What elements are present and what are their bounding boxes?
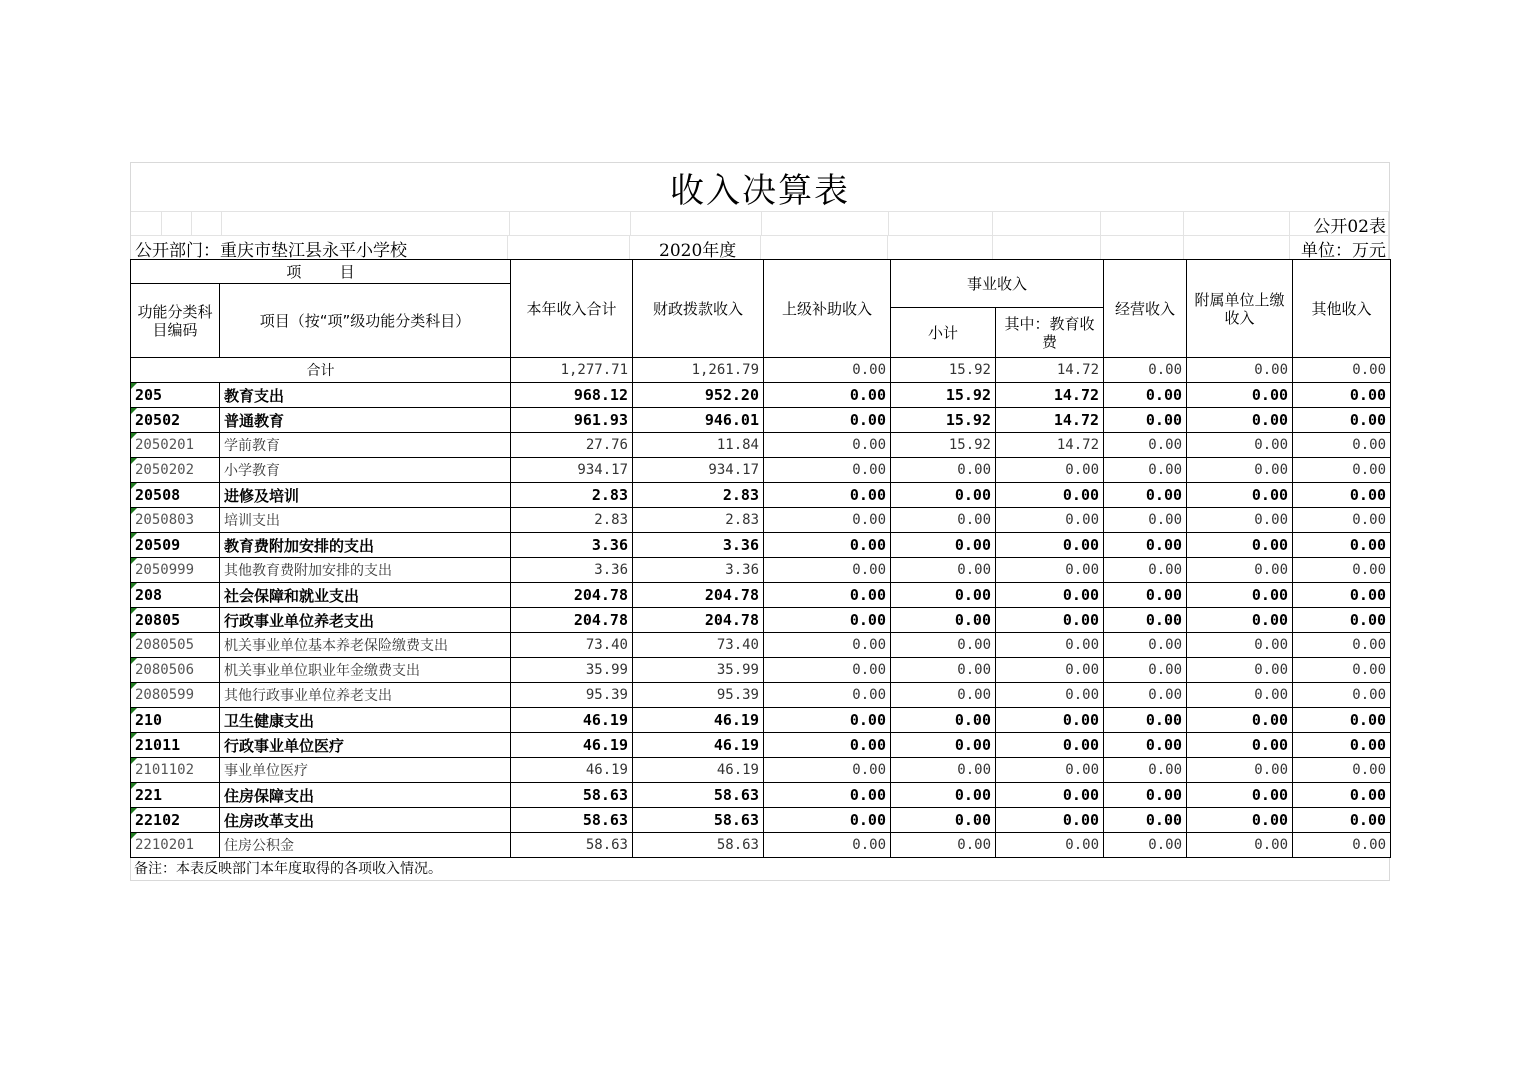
amount-cell: 0.00 (891, 783, 996, 808)
header-affiliated: 附属单位上缴收入 (1187, 260, 1293, 358)
subject-name: 教育费附加安排的支出 (220, 533, 511, 558)
department-label: 公开部门：重庆市垫江县永平小学校 (135, 241, 407, 261)
unit-label: 单位：万元 (1301, 241, 1386, 261)
amount-cell: 15.92 (891, 433, 996, 458)
amount-cell: 0.00 (1293, 383, 1391, 408)
amount-cell: 2.83 (633, 508, 764, 533)
report-sheet (130, 162, 1390, 881)
amount-cell: 3.36 (511, 533, 633, 558)
amount-cell: 0.00 (996, 558, 1104, 583)
table-row (131, 683, 1391, 708)
amount-cell: 0.00 (1293, 683, 1391, 708)
amount-cell: 0.00 (1293, 458, 1391, 483)
subject-name: 行政事业单位养老支出 (220, 608, 511, 633)
fiscal-year: 2020年度 (659, 241, 737, 261)
subject-code: 2050201 (131, 433, 220, 458)
amount-cell: 0.00 (1293, 633, 1391, 658)
amount-cell: 0.00 (1187, 733, 1293, 758)
amount-cell: 0.00 (1187, 808, 1293, 833)
amount-cell: 0.00 (1293, 808, 1391, 833)
amount-cell: 0.00 (1104, 583, 1187, 608)
amount-cell: 3.36 (511, 558, 633, 583)
form-number: 公开02表 (1313, 217, 1386, 237)
header-total-income: 本年收入合计 (511, 260, 633, 358)
amount-cell: 0.00 (1293, 708, 1391, 733)
amount-cell: 46.19 (633, 708, 764, 733)
amount-cell: 14.72 (996, 408, 1104, 433)
subject-code: 2101102 (131, 758, 220, 783)
header-code: 功能分类科目编码 (131, 284, 220, 358)
amount-cell: 0.00 (1104, 783, 1187, 808)
amount-cell: 0.00 (1187, 508, 1293, 533)
header-edu-fee: 其中：教育收费 (996, 308, 1104, 358)
amount-cell: 0.00 (1187, 633, 1293, 658)
subject-code: 2080505 (131, 633, 220, 658)
amount-cell: 0.00 (1104, 458, 1187, 483)
amount-cell: 0.00 (1104, 708, 1187, 733)
amount-cell: 0.00 (764, 558, 891, 583)
amount-cell: 58.63 (511, 833, 633, 858)
amount-cell: 2.83 (633, 483, 764, 508)
amount-cell: 3.36 (633, 558, 764, 583)
footnote: 备注：本表反映部门本年度取得的各项收入情况。 (130, 858, 1390, 881)
total-cell: 15.92 (891, 358, 996, 383)
subject-code: 20509 (131, 533, 220, 558)
amount-cell: 0.00 (1293, 783, 1391, 808)
header-item-group: 项 目 (131, 260, 511, 284)
amount-cell: 0.00 (1104, 558, 1187, 583)
form-number-row (130, 211, 1390, 235)
table-row (131, 458, 1391, 483)
amount-cell: 58.63 (633, 833, 764, 858)
subject-name: 住房保障支出 (220, 783, 511, 808)
amount-cell: 0.00 (1293, 433, 1391, 458)
amount-cell: 0.00 (1293, 658, 1391, 683)
amount-cell: 95.39 (511, 683, 633, 708)
amount-cell: 0.00 (1187, 783, 1293, 808)
subject-code: 22102 (131, 808, 220, 833)
amount-cell: 11.84 (633, 433, 764, 458)
table-row (131, 658, 1391, 683)
amount-cell: 0.00 (764, 708, 891, 733)
amount-cell: 0.00 (1104, 658, 1187, 683)
amount-cell: 35.99 (511, 658, 633, 683)
amount-cell: 0.00 (891, 708, 996, 733)
total-label: 合计 (131, 358, 511, 383)
amount-cell: 0.00 (1293, 533, 1391, 558)
amount-cell: 0.00 (1293, 408, 1391, 433)
amount-cell: 2.83 (511, 508, 633, 533)
amount-cell: 0.00 (1104, 833, 1187, 858)
amount-cell: 0.00 (764, 458, 891, 483)
amount-cell: 0.00 (1187, 408, 1293, 433)
subject-name: 住房公积金 (220, 833, 511, 858)
amount-cell: 0.00 (764, 733, 891, 758)
amount-cell: 46.19 (511, 733, 633, 758)
subject-name: 卫生健康支出 (220, 708, 511, 733)
amount-cell: 0.00 (764, 408, 891, 433)
amount-cell: 0.00 (1187, 583, 1293, 608)
amount-cell: 0.00 (764, 758, 891, 783)
amount-cell: 27.76 (511, 433, 633, 458)
amount-cell: 0.00 (1104, 408, 1187, 433)
amount-cell: 0.00 (764, 583, 891, 608)
subject-name: 行政事业单位医疗 (220, 733, 511, 758)
amount-cell: 46.19 (633, 733, 764, 758)
report-title: 收入决算表 (130, 162, 1390, 211)
amount-cell: 0.00 (1293, 733, 1391, 758)
amount-cell: 14.72 (996, 383, 1104, 408)
amount-cell: 73.40 (633, 633, 764, 658)
amount-cell: 0.00 (1293, 833, 1391, 858)
amount-cell: 0.00 (891, 558, 996, 583)
amount-cell: 0.00 (996, 608, 1104, 633)
amount-cell: 0.00 (764, 683, 891, 708)
amount-cell: 0.00 (891, 833, 996, 858)
amount-cell: 0.00 (1104, 508, 1187, 533)
table-row (131, 483, 1391, 508)
amount-cell: 952.20 (633, 383, 764, 408)
amount-cell: 0.00 (891, 533, 996, 558)
header-other: 其他收入 (1293, 260, 1391, 358)
table-row (131, 433, 1391, 458)
header-superior: 上级补助收入 (764, 260, 891, 358)
amount-cell: 0.00 (1104, 533, 1187, 558)
amount-cell: 58.63 (633, 808, 764, 833)
amount-cell: 0.00 (891, 583, 996, 608)
subject-name: 培训支出 (220, 508, 511, 533)
table-row (131, 783, 1391, 808)
table-row (131, 708, 1391, 733)
subject-name: 住房改革支出 (220, 808, 511, 833)
amount-cell: 0.00 (891, 733, 996, 758)
total-cell: 0.00 (1104, 358, 1187, 383)
amount-cell: 0.00 (891, 458, 996, 483)
amount-cell: 0.00 (1187, 458, 1293, 483)
amount-cell: 934.17 (633, 458, 764, 483)
amount-cell: 0.00 (996, 508, 1104, 533)
amount-cell: 0.00 (1104, 683, 1187, 708)
subject-name: 教育支出 (220, 383, 511, 408)
amount-cell: 0.00 (1104, 633, 1187, 658)
table-row (131, 608, 1391, 633)
subject-name: 社会保障和就业支出 (220, 583, 511, 608)
amount-cell: 0.00 (1187, 658, 1293, 683)
amount-cell: 0.00 (1104, 433, 1187, 458)
table-row (131, 808, 1391, 833)
amount-cell: 0.00 (996, 783, 1104, 808)
amount-cell: 0.00 (996, 658, 1104, 683)
amount-cell: 0.00 (1104, 758, 1187, 783)
amount-cell: 0.00 (996, 758, 1104, 783)
total-cell: 0.00 (1293, 358, 1391, 383)
amount-cell: 0.00 (1187, 483, 1293, 508)
amount-cell: 0.00 (996, 583, 1104, 608)
amount-cell: 15.92 (891, 408, 996, 433)
table-row (131, 758, 1391, 783)
amount-cell: 0.00 (764, 508, 891, 533)
amount-cell: 0.00 (996, 633, 1104, 658)
subject-code: 2050803 (131, 508, 220, 533)
amount-cell: 95.39 (633, 683, 764, 708)
table-row (131, 508, 1391, 533)
amount-cell: 0.00 (764, 833, 891, 858)
subject-code: 20502 (131, 408, 220, 433)
table-row (131, 383, 1391, 408)
subject-code: 205 (131, 383, 220, 408)
subject-name: 小学教育 (220, 458, 511, 483)
amount-cell: 58.63 (633, 783, 764, 808)
amount-cell: 0.00 (1293, 608, 1391, 633)
subject-code: 2210201 (131, 833, 220, 858)
amount-cell: 58.63 (511, 808, 633, 833)
amount-cell: 0.00 (996, 833, 1104, 858)
subject-code: 2080506 (131, 658, 220, 683)
amount-cell: 0.00 (1104, 608, 1187, 633)
subject-code: 2050202 (131, 458, 220, 483)
table-row (131, 733, 1391, 758)
amount-cell: 0.00 (1187, 383, 1293, 408)
table-row (131, 558, 1391, 583)
total-cell: 1,261.79 (633, 358, 764, 383)
amount-cell: 204.78 (633, 583, 764, 608)
subject-code: 208 (131, 583, 220, 608)
amount-cell: 0.00 (764, 783, 891, 808)
subject-name: 进修及培训 (220, 483, 511, 508)
amount-cell: 0.00 (891, 683, 996, 708)
amount-cell: 35.99 (633, 658, 764, 683)
amount-cell: 0.00 (1187, 758, 1293, 783)
total-row (131, 358, 1391, 383)
subject-code: 2050999 (131, 558, 220, 583)
amount-cell: 0.00 (996, 458, 1104, 483)
amount-cell: 0.00 (764, 808, 891, 833)
header-item-name: 项目（按“项”级功能分类科目） (220, 284, 511, 358)
amount-cell: 204.78 (511, 608, 633, 633)
subject-code: 20508 (131, 483, 220, 508)
amount-cell: 0.00 (1293, 583, 1391, 608)
amount-cell: 46.19 (511, 758, 633, 783)
subject-code: 21011 (131, 733, 220, 758)
amount-cell: 0.00 (1187, 533, 1293, 558)
header-business: 事业收入 (891, 260, 1104, 308)
amount-cell: 0.00 (1293, 508, 1391, 533)
amount-cell: 0.00 (1104, 383, 1187, 408)
table-body (131, 358, 1391, 858)
amount-cell: 204.78 (511, 583, 633, 608)
amount-cell: 968.12 (511, 383, 633, 408)
amount-cell: 73.40 (511, 633, 633, 658)
table-row (131, 833, 1391, 858)
header-subtotal: 小计 (891, 308, 996, 358)
amount-cell: 0.00 (996, 733, 1104, 758)
subject-code: 20805 (131, 608, 220, 633)
amount-cell: 0.00 (996, 708, 1104, 733)
amount-cell: 0.00 (1104, 483, 1187, 508)
amount-cell: 0.00 (1104, 733, 1187, 758)
subject-code: 221 (131, 783, 220, 808)
amount-cell: 0.00 (764, 608, 891, 633)
subject-name: 事业单位医疗 (220, 758, 511, 783)
amount-cell: 0.00 (764, 383, 891, 408)
table-row (131, 533, 1391, 558)
subject-name: 其他教育费附加安排的支出 (220, 558, 511, 583)
amount-cell: 0.00 (891, 508, 996, 533)
amount-cell: 0.00 (891, 758, 996, 783)
table-row (131, 633, 1391, 658)
amount-cell: 0.00 (1104, 808, 1187, 833)
amount-cell: 0.00 (1187, 608, 1293, 633)
income-table (130, 259, 1391, 858)
info-row (130, 235, 1390, 259)
table-row (131, 408, 1391, 433)
amount-cell: 961.93 (511, 408, 633, 433)
total-cell: 0.00 (764, 358, 891, 383)
subject-name: 学前教育 (220, 433, 511, 458)
amount-cell: 946.01 (633, 408, 764, 433)
amount-cell: 0.00 (1187, 433, 1293, 458)
subject-name: 其他行政事业单位养老支出 (220, 683, 511, 708)
amount-cell: 0.00 (1187, 833, 1293, 858)
amount-cell: 0.00 (1293, 483, 1391, 508)
amount-cell: 0.00 (891, 608, 996, 633)
subject-name: 普通教育 (220, 408, 511, 433)
amount-cell: 0.00 (1187, 558, 1293, 583)
amount-cell: 0.00 (891, 808, 996, 833)
amount-cell: 204.78 (633, 608, 764, 633)
amount-cell: 46.19 (511, 708, 633, 733)
header-fiscal: 财政拨款收入 (633, 260, 764, 358)
subject-code: 2080599 (131, 683, 220, 708)
amount-cell: 0.00 (764, 533, 891, 558)
amount-cell: 58.63 (511, 783, 633, 808)
amount-cell: 0.00 (764, 433, 891, 458)
amount-cell: 0.00 (764, 658, 891, 683)
amount-cell: 0.00 (1293, 558, 1391, 583)
amount-cell: 2.83 (511, 483, 633, 508)
subject-code: 210 (131, 708, 220, 733)
amount-cell: 0.00 (1293, 758, 1391, 783)
amount-cell: 0.00 (1187, 683, 1293, 708)
amount-cell: 0.00 (996, 533, 1104, 558)
total-cell: 14.72 (996, 358, 1104, 383)
amount-cell: 14.72 (996, 433, 1104, 458)
amount-cell: 0.00 (996, 483, 1104, 508)
amount-cell: 0.00 (891, 658, 996, 683)
amount-cell: 0.00 (764, 483, 891, 508)
total-cell: 1,277.71 (511, 358, 633, 383)
amount-cell: 3.36 (633, 533, 764, 558)
amount-cell: 934.17 (511, 458, 633, 483)
amount-cell: 0.00 (891, 483, 996, 508)
amount-cell: 15.92 (891, 383, 996, 408)
table-row (131, 583, 1391, 608)
header-operating: 经营收入 (1104, 260, 1187, 358)
amount-cell: 0.00 (996, 808, 1104, 833)
total-cell: 0.00 (1187, 358, 1293, 383)
amount-cell: 0.00 (1187, 708, 1293, 733)
subject-name: 机关事业单位职业年金缴费支出 (220, 658, 511, 683)
amount-cell: 0.00 (996, 683, 1104, 708)
amount-cell: 0.00 (891, 633, 996, 658)
amount-cell: 46.19 (633, 758, 764, 783)
amount-cell: 0.00 (764, 633, 891, 658)
subject-name: 机关事业单位基本养老保险缴费支出 (220, 633, 511, 658)
